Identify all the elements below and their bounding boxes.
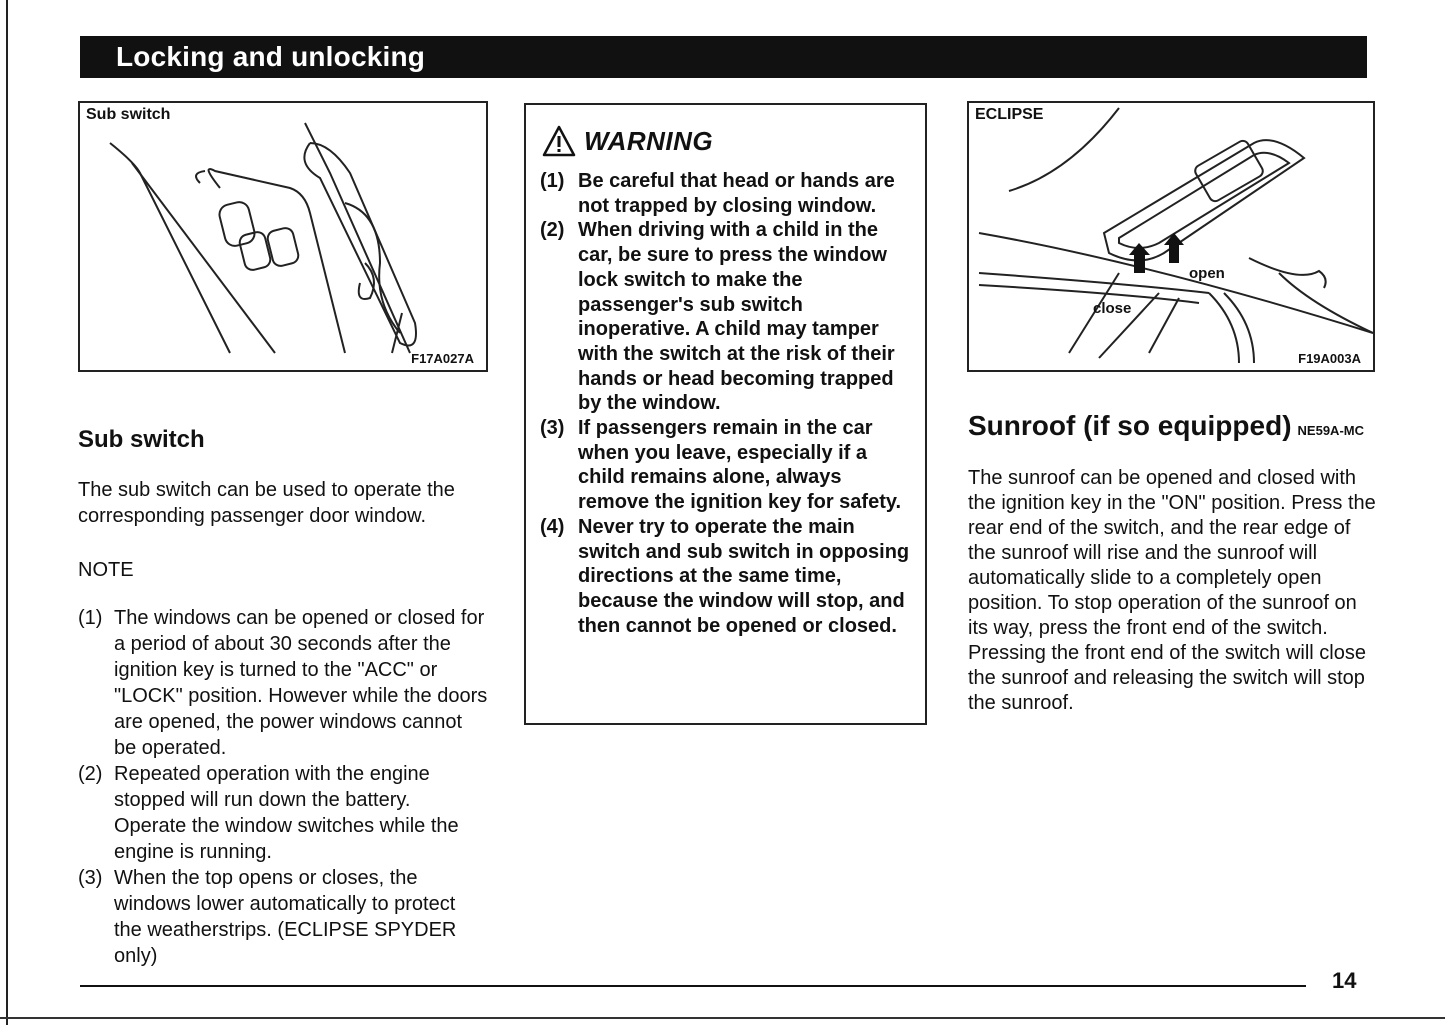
bottom-rule [80,985,1306,987]
note-number: (1) [78,607,103,629]
warning-title: WARNING [584,125,714,156]
list-item [540,515,910,639]
list-item [540,218,910,416]
warning-number: (1) [540,170,565,192]
note-text: The windows can be opened or closed for a period of about 30 seconds after the ignition key is turned to the "ACC" or "LOCK" position. However while the doors are opened, the power windows cannot be operated. [114,607,488,759]
sub-switch-heading: Sub switch [78,426,205,453]
note-text: When the top opens or closes, the windows lower automatically to protect the weatherstrips. (ECLIPSE SPYDER only) [114,867,457,967]
list-item [540,416,910,515]
note-label: NOTE [78,559,134,581]
sunroof-figure [967,101,1375,372]
list-item [78,605,488,761]
sub-switch-figure [78,101,488,372]
figure-label: ECLIPSE [975,106,1044,123]
list-item [78,865,488,969]
sub-switch-intro: The sub switch can be used to operate the corresponding passenger door window. [78,479,455,527]
section-header-bar [80,36,1367,78]
figure-label: Sub switch [86,106,171,123]
warning-box [524,103,927,725]
warning-text: Never try to operate the main switch and sub switch in opposing directions at the same time, because the window will stop, and then cannot be opened or closed. [578,515,910,637]
sunroof-text: The sunroof can be opened and closed with the ignition key in the "ON" position. Press the rear end of the switch, and the rear edge of the sunroof will rise and the sunroof will automatically slide to a completely open position. To stop operation of the sunroof on its way, press the front end of the switch. Pressing the front end of the switch will close the sunroof and releasing the switch will stop the sunroof. [968,467,1376,714]
note-text: Repeated operation with the engine stopped will run down the battery. Operate the window switches while the engine is running. [114,763,459,863]
warning-text: When driving with a child in the car, be sure to press the window lock switch to make the passenger's sub switch inoperative. A child may tamper with the switch at the risk of their hands or head becoming trapped by the window. [578,219,895,415]
note-number: (3) [78,867,103,889]
warning-number: (2) [540,219,565,242]
note-list [78,605,488,969]
sunroof-illustration [969,103,1373,370]
warning-text: If passengers remain in the car when you leave, especially if a child remains alone, always remove the ignition key for safety. [578,417,902,514]
warning-list [540,169,910,638]
left-page-edge [6,0,8,1025]
sunroof-heading [968,410,1364,442]
sunroof-heading-text: Sunroof (if so equipped) [968,410,1292,441]
list-item [540,169,910,218]
figure-code: F17A027A [411,351,474,366]
warning-number: (4) [540,515,565,538]
sunroof-code: NE59A-MC [1297,423,1364,438]
warning-number: (3) [540,417,565,440]
warning-text: Be careful that head or hands are not trapped by closing window. [578,170,895,217]
warning-header [542,125,713,157]
scan-edge-rule [0,1017,1445,1019]
figure-code: F19A003A [1298,351,1361,366]
warning-triangle-icon [542,125,576,157]
page-title: Locking and unlocking [116,41,426,72]
note-number: (2) [78,763,103,785]
sub-switch-illustration [80,103,486,370]
open-label: open [1189,265,1225,282]
list-item [78,761,488,865]
page-number: 14 [1332,968,1357,993]
close-label: close [1093,300,1132,317]
